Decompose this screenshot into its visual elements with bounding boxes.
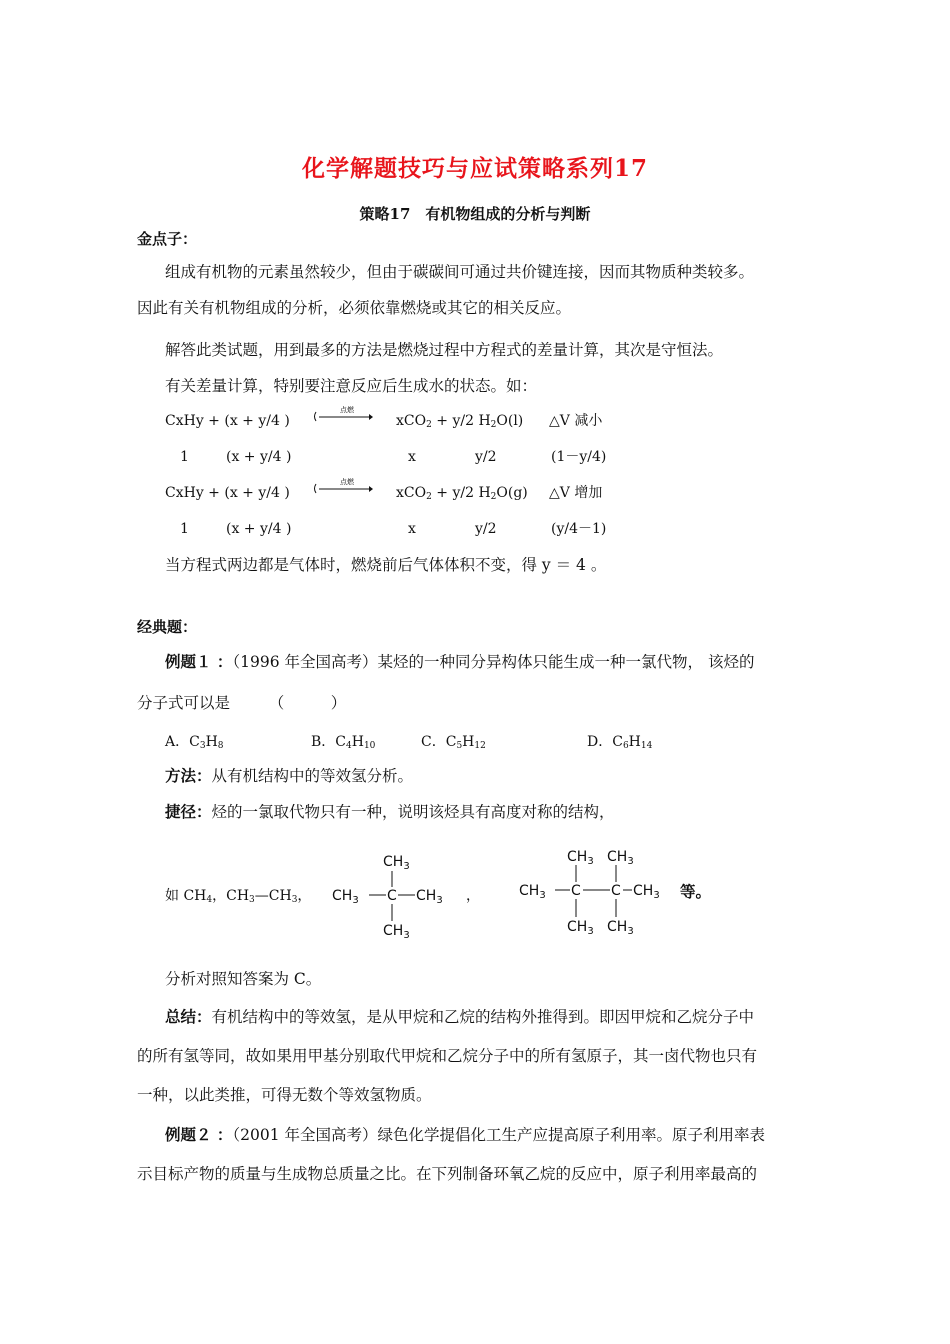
section-heading-golden: 金点子： (137, 230, 198, 248)
eq1-coef: (1－y/4) (551, 449, 607, 465)
carbon-1: C (571, 883, 581, 899)
eq2-coef: 1 (180, 521, 189, 537)
reaction-arrow-1 (313, 404, 373, 426)
page-title: 化学解题技巧与应试策略系列17 (301, 155, 648, 182)
equation-2-products: xCO$_2$ + y/2 $H_2O(g)$ (396, 485, 528, 502)
eq2-coef: y/2 (475, 521, 497, 537)
equation-2-lhs: CxHy + (x + y/4 ) (165, 485, 290, 501)
equation-1-lhs: CxHy + (x + y/4 ) (165, 413, 290, 429)
methyl-right: $CH_3$ (416, 888, 443, 906)
paragraph: 因此有关有机物组成的分析，必须依靠燃烧或其它的相关反应。 (137, 299, 572, 317)
methyl-left: $CH_3$ (332, 888, 359, 906)
carbon-2: C (611, 883, 621, 899)
methyl-top-2: $CH_3$ (607, 849, 634, 867)
methyl-right: $CH_3$ (633, 883, 660, 901)
eq1-coef: y/2 (475, 449, 497, 465)
summary-line-2: 的所有氢等同，故如果用甲基分别取代甲烷和乙烷分子中的所有氢原子，其一卤代物也只有 (137, 1047, 758, 1065)
option-c[interactable]: C．$C_5H_{12}$ (421, 734, 486, 751)
arrow-label: 点燃 (340, 406, 354, 414)
hexamethylethane-structure (515, 842, 675, 938)
eq1-coef: x (408, 449, 416, 465)
section-heading-classic: 经典题： (137, 618, 198, 636)
summary-line-1: 总结：有机结构中的等效氢，是从甲烷和乙烷的结构外推得到。即因甲烷和乙烷分子中 (165, 1007, 755, 1026)
method-line: 方法：从有机结构中的等效氢分析。 (165, 766, 414, 785)
eq2-coef: x (408, 521, 416, 537)
paragraph: 解答此类试题，用到最多的方法是燃烧过程中方程式的差量计算，其次是守恒法。 (165, 341, 724, 359)
example-2-line-2: 示目标产物的质量与生成物总质量之比。在下列制备环氧乙烷的反应中，原子利用率最高的 (137, 1165, 758, 1183)
equation-1-products: xCO$_2$ + y/2 $H_2O(l)$ (396, 413, 524, 430)
eq2-coef: (y/4－1) (551, 521, 607, 537)
option-d[interactable]: D．$C_6H_{14}$ (587, 734, 653, 751)
paragraph: 当方程式两边都是气体时，燃烧前后气体体积不变，得 y ＝ 4 。 (165, 556, 607, 574)
summary-line-3: 一种，以此类推，可得无数个等效氢物质。 (137, 1086, 432, 1104)
paragraph: 有关差量计算，特别要注意反应后生成水的状态。如： (165, 377, 538, 395)
paragraph: 组成有机物的元素虽然较少，但由于碳碳间可通过共价键连接，因而其物质种类较多。 (165, 263, 755, 281)
neopentane-structure (328, 848, 453, 942)
etc-text: 等。 (680, 882, 712, 901)
separator-comma: ， (466, 888, 480, 904)
answer-line: 分析对照知答案为 C。 (165, 970, 322, 988)
example-2-line-1: 例题２ ：（2001 年全国高考）绿色化学提倡化工生产应提高原子利用率。原子利用率表 (165, 1125, 766, 1144)
equation-1-delta: △V 减小 (549, 413, 603, 429)
shortcut-line: 捷径：烃的一氯取代物只有一种，说明该烃具有高度对称的结构， (165, 802, 615, 821)
example-1-line-1: 例题１ ：（1996 年全国高考）某烃的一种同分异构体只能生成一种一氯代物， 该烃的 (165, 652, 755, 671)
arrow-label: 点燃 (340, 478, 354, 486)
methyl-bottom: $CH_3$ (383, 923, 410, 941)
eq2-coef: (x + y/4 ) (226, 521, 292, 537)
option-b[interactable]: B．$C_4H_{10}$ (311, 734, 376, 751)
methyl-top-1: $CH_3$ (567, 849, 594, 867)
eq1-coef: 1 (180, 449, 189, 465)
page-subtitle: 策略17 有机物组成的分析与判断 (359, 205, 591, 223)
option-a[interactable]: A．$C_3H_8$ (165, 734, 224, 751)
eq1-coef: (x + y/4 ) (226, 449, 292, 465)
equation-2-delta: △V 增加 (549, 485, 603, 501)
example-1-line-2: 分子式可以是 （ ） (137, 694, 347, 712)
methyl-bottom-2: $CH_3$ (607, 919, 634, 937)
reaction-arrow-2 (313, 476, 373, 498)
methyl-left: $CH_3$ (519, 883, 546, 901)
methyl-top: $CH_3$ (383, 854, 410, 872)
central-carbon: C (387, 888, 397, 904)
methyl-bottom-1: $CH_3$ (567, 919, 594, 937)
examples-methane-ethane: 如 $CH_4$，$CH_3—CH_3$， (165, 888, 312, 905)
